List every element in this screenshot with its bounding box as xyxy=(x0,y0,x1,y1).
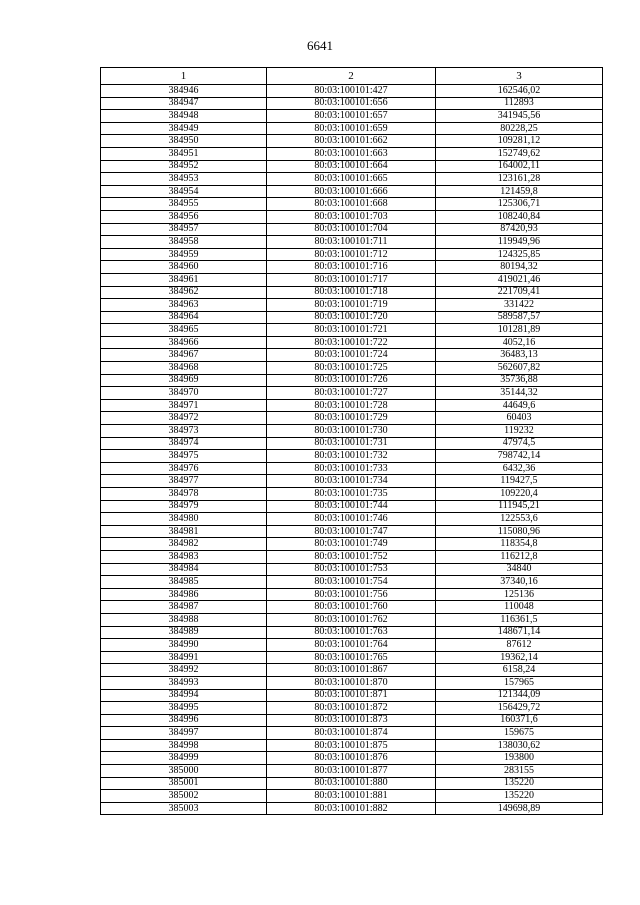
row-number-cell: 384977 xyxy=(101,475,267,488)
row-number-cell: 384989 xyxy=(101,626,267,639)
table-row xyxy=(101,538,603,551)
row-number-cell: 384971 xyxy=(101,399,267,412)
value-cell: 35736,88 xyxy=(436,374,603,387)
value-cell: 60403 xyxy=(436,412,603,425)
cadastral-number-cell: 80:03:100101:717 xyxy=(267,273,436,286)
row-number-cell: 384951 xyxy=(101,147,267,160)
page-number: 6641 xyxy=(307,38,333,53)
table-row xyxy=(101,488,603,501)
value-cell: 101281,89 xyxy=(436,324,603,337)
row-number-cell: 384983 xyxy=(101,550,267,563)
table-row xyxy=(101,362,603,375)
row-number-cell: 384978 xyxy=(101,488,267,501)
table-row xyxy=(101,790,603,803)
row-number-cell: 384980 xyxy=(101,513,267,526)
row-number-cell: 384992 xyxy=(101,664,267,677)
value-cell: 164002,11 xyxy=(436,160,603,173)
table-row xyxy=(101,387,603,400)
row-number-cell: 384964 xyxy=(101,311,267,324)
table-row xyxy=(101,223,603,236)
value-cell: 119427,5 xyxy=(436,475,603,488)
cadastral-number-cell: 80:03:100101:733 xyxy=(267,462,436,475)
row-number-cell: 384954 xyxy=(101,185,267,198)
table-row xyxy=(101,399,603,412)
column-header-1: 1 xyxy=(101,68,267,85)
row-number-cell: 384963 xyxy=(101,299,267,312)
table-row xyxy=(101,613,603,626)
value-cell: 6432,36 xyxy=(436,462,603,475)
cadastral-number-cell: 80:03:100101:734 xyxy=(267,475,436,488)
table-row xyxy=(101,286,603,299)
row-number-cell: 384965 xyxy=(101,324,267,337)
cadastral-number-cell: 80:03:100101:704 xyxy=(267,223,436,236)
value-cell: 125306,71 xyxy=(436,198,603,211)
row-number-cell: 384996 xyxy=(101,714,267,727)
row-number-cell: 384959 xyxy=(101,248,267,261)
cadastral-number-cell: 80:03:100101:744 xyxy=(267,500,436,513)
cadastral-number-cell: 80:03:100101:760 xyxy=(267,601,436,614)
cadastral-number-cell: 80:03:100101:873 xyxy=(267,714,436,727)
value-cell: 34840 xyxy=(436,563,603,576)
cadastral-number-cell: 80:03:100101:722 xyxy=(267,336,436,349)
row-number-cell: 384973 xyxy=(101,425,267,438)
cadastral-number-cell: 80:03:100101:880 xyxy=(267,777,436,790)
value-cell: 193800 xyxy=(436,752,603,765)
column-header-3: 3 xyxy=(436,68,603,85)
table-row xyxy=(101,639,603,652)
value-cell: 124325,85 xyxy=(436,248,603,261)
value-cell: 419021,46 xyxy=(436,273,603,286)
value-cell: 283155 xyxy=(436,765,603,778)
row-number-cell: 384986 xyxy=(101,588,267,601)
row-number-cell: 384947 xyxy=(101,97,267,110)
table-row xyxy=(101,261,603,274)
table-row xyxy=(101,777,603,790)
table-row xyxy=(101,412,603,425)
row-number-cell: 384995 xyxy=(101,702,267,715)
cadastral-number-cell: 80:03:100101:867 xyxy=(267,664,436,677)
value-cell: 562607,82 xyxy=(436,362,603,375)
value-cell: 221709,41 xyxy=(436,286,603,299)
cadastral-number-cell: 80:03:100101:762 xyxy=(267,613,436,626)
cadastral-number-cell: 80:03:100101:664 xyxy=(267,160,436,173)
row-number-cell: 384946 xyxy=(101,85,267,98)
cadastral-number-cell: 80:03:100101:728 xyxy=(267,399,436,412)
value-cell: 35144,32 xyxy=(436,387,603,400)
row-number-cell: 384952 xyxy=(101,160,267,173)
table-row xyxy=(101,374,603,387)
row-number-cell: 384960 xyxy=(101,261,267,274)
cadastral-number-cell: 80:03:100101:730 xyxy=(267,425,436,438)
value-cell: 157965 xyxy=(436,676,603,689)
row-number-cell: 385001 xyxy=(101,777,267,790)
row-number-cell: 384961 xyxy=(101,273,267,286)
row-number-cell: 384950 xyxy=(101,135,267,148)
cadastral-number-cell: 80:03:100101:872 xyxy=(267,702,436,715)
cadastral-number-cell: 80:03:100101:871 xyxy=(267,689,436,702)
value-cell: 159675 xyxy=(436,727,603,740)
cadastral-number-cell: 80:03:100101:725 xyxy=(267,362,436,375)
cadastral-number-cell: 80:03:100101:703 xyxy=(267,210,436,223)
row-number-cell: 384991 xyxy=(101,651,267,664)
row-number-cell: 384994 xyxy=(101,689,267,702)
table-row xyxy=(101,198,603,211)
value-cell: 47974,5 xyxy=(436,437,603,450)
cadastral-number-cell: 80:03:100101:763 xyxy=(267,626,436,639)
table-row xyxy=(101,689,603,702)
value-cell: 111945,21 xyxy=(436,500,603,513)
value-cell: 4052,16 xyxy=(436,336,603,349)
table-row xyxy=(101,664,603,677)
value-cell: 121459,8 xyxy=(436,185,603,198)
table-row xyxy=(101,727,603,740)
cadastral-number-cell: 80:03:100101:756 xyxy=(267,588,436,601)
row-number-cell: 384975 xyxy=(101,450,267,463)
table-row xyxy=(101,349,603,362)
cadastral-number-cell: 80:03:100101:721 xyxy=(267,324,436,337)
value-cell: 109220,4 xyxy=(436,488,603,501)
row-number-cell: 384985 xyxy=(101,576,267,589)
cadastral-number-cell: 80:03:100101:735 xyxy=(267,488,436,501)
row-number-cell: 384988 xyxy=(101,613,267,626)
value-cell: 123161,28 xyxy=(436,173,603,186)
table-row xyxy=(101,236,603,249)
cadastral-number-cell: 80:03:100101:716 xyxy=(267,261,436,274)
cadastral-number-cell: 80:03:100101:718 xyxy=(267,286,436,299)
value-cell: 589587,57 xyxy=(436,311,603,324)
cadastral-number-cell: 80:03:100101:881 xyxy=(267,790,436,803)
table-row xyxy=(101,425,603,438)
column-header-2: 2 xyxy=(267,68,436,85)
cadastral-number-cell: 80:03:100101:765 xyxy=(267,651,436,664)
value-cell: 109281,12 xyxy=(436,135,603,148)
cadastral-number-cell: 80:03:100101:727 xyxy=(267,387,436,400)
row-number-cell: 384990 xyxy=(101,639,267,652)
table-row xyxy=(101,475,603,488)
row-number-cell: 384982 xyxy=(101,538,267,551)
value-cell: 112893 xyxy=(436,97,603,110)
value-cell: 121344,09 xyxy=(436,689,603,702)
value-cell: 331422 xyxy=(436,299,603,312)
row-number-cell: 384997 xyxy=(101,727,267,740)
table-row xyxy=(101,160,603,173)
cadastral-number-cell: 80:03:100101:746 xyxy=(267,513,436,526)
value-cell: 135220 xyxy=(436,777,603,790)
table-row xyxy=(101,576,603,589)
value-cell: 80228,25 xyxy=(436,122,603,135)
table-row xyxy=(101,802,603,815)
value-cell: 152749,62 xyxy=(436,147,603,160)
table-row xyxy=(101,299,603,312)
table-row xyxy=(101,651,603,664)
table-body xyxy=(101,85,603,815)
cadastral-number-cell: 80:03:100101:870 xyxy=(267,676,436,689)
cadastral-number-cell: 80:03:100101:657 xyxy=(267,110,436,123)
value-cell: 122553,6 xyxy=(436,513,603,526)
table-row xyxy=(101,525,603,538)
cadastral-number-cell: 80:03:100101:668 xyxy=(267,198,436,211)
value-cell: 116361,5 xyxy=(436,613,603,626)
table-row xyxy=(101,135,603,148)
value-cell: 115080,96 xyxy=(436,525,603,538)
value-cell: 138030,62 xyxy=(436,739,603,752)
cadastral-number-cell: 80:03:100101:726 xyxy=(267,374,436,387)
table-header xyxy=(101,68,603,85)
value-cell: 148671,14 xyxy=(436,626,603,639)
table-row xyxy=(101,563,603,576)
table-row xyxy=(101,702,603,715)
value-cell: 108240,84 xyxy=(436,210,603,223)
table-row xyxy=(101,210,603,223)
cadastral-number-cell: 80:03:100101:724 xyxy=(267,349,436,362)
table-row xyxy=(101,173,603,186)
value-cell: 87612 xyxy=(436,639,603,652)
cadastral-number-cell: 80:03:100101:656 xyxy=(267,97,436,110)
table-row xyxy=(101,588,603,601)
value-cell: 119232 xyxy=(436,425,603,438)
cadastral-number-cell: 80:03:100101:712 xyxy=(267,248,436,261)
row-number-cell: 384949 xyxy=(101,122,267,135)
table-row xyxy=(101,147,603,160)
table-row xyxy=(101,601,603,614)
table-row xyxy=(101,739,603,752)
table-row xyxy=(101,311,603,324)
table-row xyxy=(101,110,603,123)
value-cell: 80194,32 xyxy=(436,261,603,274)
table-row xyxy=(101,450,603,463)
value-cell: 125136 xyxy=(436,588,603,601)
cadastral-number-cell: 80:03:100101:732 xyxy=(267,450,436,463)
value-cell: 798742,14 xyxy=(436,450,603,463)
table-row xyxy=(101,513,603,526)
row-number-cell: 384976 xyxy=(101,462,267,475)
cadastral-number-cell: 80:03:100101:882 xyxy=(267,802,436,815)
value-cell: 341945,56 xyxy=(436,110,603,123)
table-row xyxy=(101,97,603,110)
cadastral-number-cell: 80:03:100101:719 xyxy=(267,299,436,312)
value-cell: 19362,14 xyxy=(436,651,603,664)
table-row xyxy=(101,185,603,198)
value-cell: 162546,02 xyxy=(436,85,603,98)
cadastral-number-cell: 80:03:100101:720 xyxy=(267,311,436,324)
value-cell: 36483,13 xyxy=(436,349,603,362)
table-row xyxy=(101,248,603,261)
row-number-cell: 385000 xyxy=(101,765,267,778)
cadastral-number-cell: 80:03:100101:752 xyxy=(267,550,436,563)
value-cell: 119949,96 xyxy=(436,236,603,249)
row-number-cell: 384987 xyxy=(101,601,267,614)
cadastral-number-cell: 80:03:100101:427 xyxy=(267,85,436,98)
table-row xyxy=(101,550,603,563)
data-table xyxy=(100,67,603,815)
cadastral-number-cell: 80:03:100101:753 xyxy=(267,563,436,576)
row-number-cell: 384999 xyxy=(101,752,267,765)
cadastral-number-cell: 80:03:100101:666 xyxy=(267,185,436,198)
row-number-cell: 384981 xyxy=(101,525,267,538)
row-number-cell: 384948 xyxy=(101,110,267,123)
value-cell: 110048 xyxy=(436,601,603,614)
table-row xyxy=(101,500,603,513)
cadastral-number-cell: 80:03:100101:747 xyxy=(267,525,436,538)
table-row xyxy=(101,462,603,475)
value-cell: 149698,89 xyxy=(436,802,603,815)
row-number-cell: 385003 xyxy=(101,802,267,815)
table-row xyxy=(101,336,603,349)
cadastral-number-cell: 80:03:100101:876 xyxy=(267,752,436,765)
row-number-cell: 384968 xyxy=(101,362,267,375)
row-number-cell: 384993 xyxy=(101,676,267,689)
table-row xyxy=(101,714,603,727)
value-cell: 160371,6 xyxy=(436,714,603,727)
table-row xyxy=(101,752,603,765)
row-number-cell: 384966 xyxy=(101,336,267,349)
table-row xyxy=(101,437,603,450)
table-row xyxy=(101,122,603,135)
row-number-cell: 384969 xyxy=(101,374,267,387)
row-number-cell: 384970 xyxy=(101,387,267,400)
row-number-cell: 384979 xyxy=(101,500,267,513)
table-row xyxy=(101,85,603,98)
row-number-cell: 384957 xyxy=(101,223,267,236)
cadastral-number-cell: 80:03:100101:877 xyxy=(267,765,436,778)
row-number-cell: 384974 xyxy=(101,437,267,450)
cadastral-number-cell: 80:03:100101:731 xyxy=(267,437,436,450)
table-row xyxy=(101,626,603,639)
table-row xyxy=(101,324,603,337)
row-number-cell: 384984 xyxy=(101,563,267,576)
value-cell: 118354,8 xyxy=(436,538,603,551)
cadastral-number-cell: 80:03:100101:662 xyxy=(267,135,436,148)
row-number-cell: 384953 xyxy=(101,173,267,186)
cadastral-number-cell: 80:03:100101:749 xyxy=(267,538,436,551)
value-cell: 135220 xyxy=(436,790,603,803)
row-number-cell: 384967 xyxy=(101,349,267,362)
header-row xyxy=(101,68,603,85)
table-row xyxy=(101,273,603,286)
row-number-cell: 384972 xyxy=(101,412,267,425)
cadastral-number-cell: 80:03:100101:729 xyxy=(267,412,436,425)
row-number-cell: 384962 xyxy=(101,286,267,299)
value-cell: 6158,24 xyxy=(436,664,603,677)
row-number-cell: 384958 xyxy=(101,236,267,249)
row-number-cell: 384998 xyxy=(101,739,267,752)
row-number-cell: 384955 xyxy=(101,198,267,211)
table-row xyxy=(101,676,603,689)
cadastral-number-cell: 80:03:100101:663 xyxy=(267,147,436,160)
table-row xyxy=(101,765,603,778)
cadastral-number-cell: 80:03:100101:665 xyxy=(267,173,436,186)
value-cell: 156429,72 xyxy=(436,702,603,715)
cadastral-number-cell: 80:03:100101:875 xyxy=(267,739,436,752)
value-cell: 87420,93 xyxy=(436,223,603,236)
cadastral-number-cell: 80:03:100101:754 xyxy=(267,576,436,589)
cadastral-number-cell: 80:03:100101:874 xyxy=(267,727,436,740)
row-number-cell: 385002 xyxy=(101,790,267,803)
value-cell: 37340,16 xyxy=(436,576,603,589)
cadastral-number-cell: 80:03:100101:711 xyxy=(267,236,436,249)
cadastral-number-cell: 80:03:100101:659 xyxy=(267,122,436,135)
value-cell: 44649,6 xyxy=(436,399,603,412)
row-number-cell: 384956 xyxy=(101,210,267,223)
cadastral-number-cell: 80:03:100101:764 xyxy=(267,639,436,652)
value-cell: 116212,8 xyxy=(436,550,603,563)
